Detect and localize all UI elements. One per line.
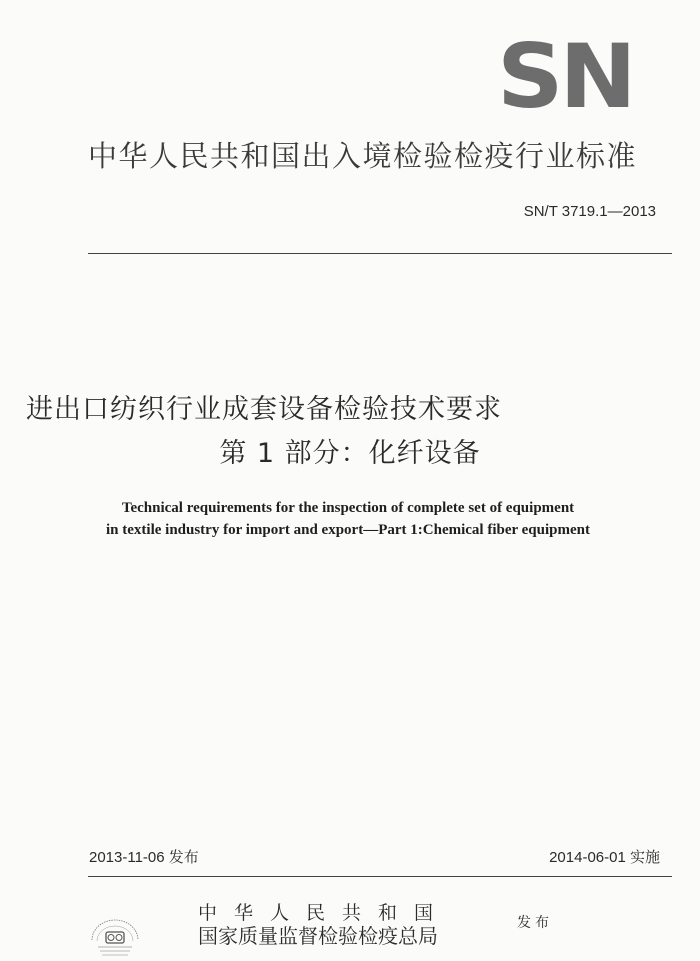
issue-date: 2013-11-06 发布 bbox=[89, 849, 199, 866]
implementation-date: 2014-06-01 实施 bbox=[549, 849, 660, 866]
issuer-agency: 国家质量监督检验检疫总局 bbox=[198, 924, 438, 948]
standard-code: SN/T 3719.1—2013 bbox=[523, 203, 656, 220]
sn-logo: SN bbox=[497, 25, 633, 128]
bottom-divider bbox=[88, 876, 672, 877]
title-chinese-line-1: 进出口纺织行业成套设备检验技术要求 bbox=[26, 394, 502, 425]
top-divider bbox=[88, 253, 672, 254]
title-english-line-2: in textile industry for import and export—Part 1:Chemical fiber equipment bbox=[106, 522, 590, 538]
issuer-country: 中华人民共和国 bbox=[198, 902, 451, 924]
title-chinese-line-2: 第 1 部分：化纤设备 bbox=[219, 438, 481, 469]
certification-stamp-icon bbox=[86, 914, 144, 960]
title-english-line-1: Technical requirements for the inspection of complete set of equipment bbox=[121, 500, 575, 516]
issuer-issue-label: 发布 bbox=[517, 915, 553, 931]
standard-organization-title: 中华人民共和国出入境检验检疫行业标准 bbox=[88, 139, 638, 173]
